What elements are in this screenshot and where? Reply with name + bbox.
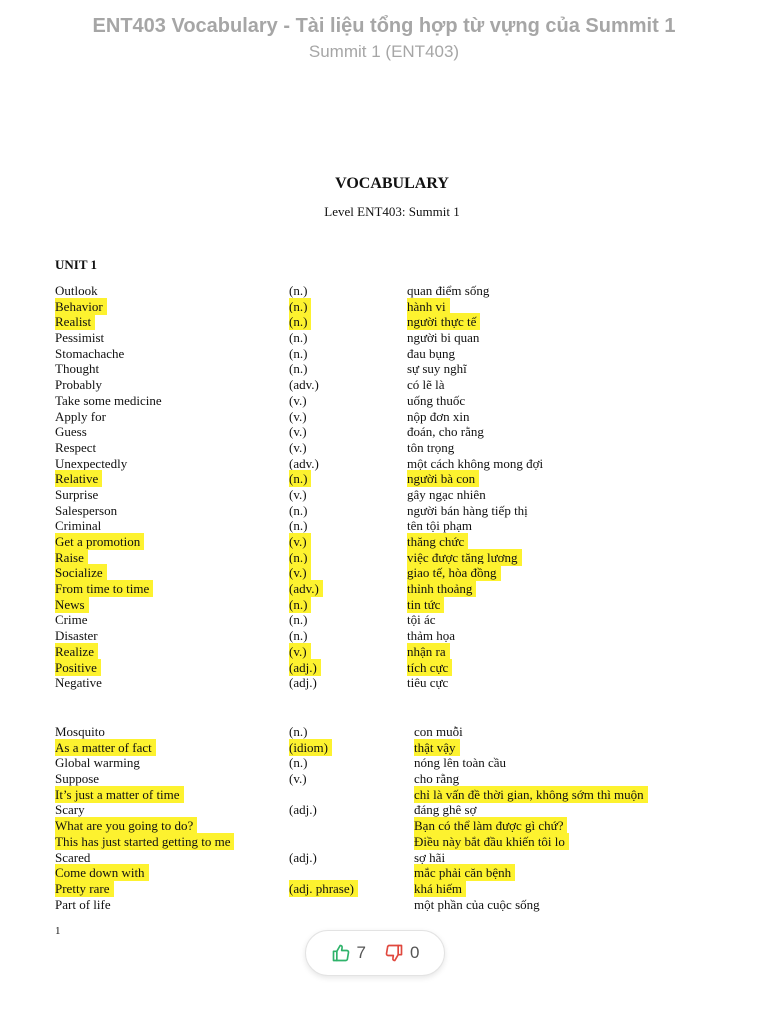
vocab-word: As a matter of fact (55, 739, 156, 756)
vocab-word: Thought (55, 361, 100, 377)
vocab-word-cell (55, 834, 234, 849)
vocab-word-cell (55, 644, 98, 659)
vocab-word: Suppose (55, 771, 100, 787)
vocab-word: Get a promotion (55, 533, 144, 550)
vocab-meaning-cell (414, 771, 459, 786)
vocab-meaning: một cách không mong đợi (407, 455, 544, 471)
vocab-pos: (n.) (289, 470, 311, 487)
unit-heading: UNIT 1 (55, 257, 98, 272)
vocab-pos-cell (289, 597, 311, 612)
vocab-meaning: một phần của cuộc sống (414, 896, 540, 912)
vocab-meaning-cell (414, 834, 569, 849)
vocab-pos-cell (289, 330, 307, 345)
vocab-meaning-cell (407, 393, 465, 408)
vocab-meaning: tôn trọng (407, 439, 455, 455)
vocab-pos: (adj.) (289, 849, 317, 865)
vocab-word: Realize (55, 643, 98, 660)
vocab-pos-cell (289, 409, 307, 424)
vocab-word-cell (55, 377, 102, 392)
vocab-word-cell (55, 299, 107, 314)
vocab-word: Positive (55, 659, 101, 676)
thumbs-up-icon (331, 943, 351, 963)
vocab-row (0, 550, 768, 566)
vocab-row (0, 612, 768, 628)
like-count: 7 (356, 943, 366, 962)
vocab-meaning: nóng lên toàn cầu (414, 755, 507, 771)
vocab-meaning: tiêu cực (407, 675, 449, 691)
vocab-word: Unexpectedly (55, 455, 128, 471)
vocab-row (0, 834, 768, 850)
vocab-row (0, 740, 768, 756)
vocab-pos: (adj.) (289, 659, 321, 676)
vocab-meaning-cell (414, 818, 567, 833)
vocab-pos: (n.) (289, 345, 308, 361)
vocab-meaning-cell (414, 755, 506, 770)
vocab-meaning-cell (407, 565, 501, 580)
vocab-meaning-cell (407, 487, 486, 502)
vocab-pos-cell (289, 740, 332, 755)
vocab-word-cell (55, 565, 107, 580)
vocab-word-cell (55, 534, 144, 549)
vocab-word: It’s just a matter of time (55, 786, 184, 803)
vocab-row (0, 724, 768, 740)
vocab-pos-cell (289, 755, 307, 770)
vocab-meaning-cell (407, 471, 479, 486)
page-level: Level ENT403: Summit 1 (324, 204, 460, 219)
vocab-row (0, 818, 768, 834)
vocab-word-cell (55, 314, 95, 329)
vocab-word-cell (55, 724, 105, 739)
vocab-meaning: đoán, cho rằng (407, 424, 484, 440)
vocab-word: Respect (55, 439, 97, 455)
vocab-pos: (adj.) (289, 802, 317, 818)
vocab-meaning: nộp đơn xin (407, 408, 470, 424)
vocab-row (0, 518, 768, 534)
vocab-meaning: đáng ghê sợ (414, 802, 477, 818)
vocab-meaning-cell (407, 518, 472, 533)
vocab-word: Pretty rare (55, 880, 114, 897)
vocab-pos: (n.) (289, 283, 308, 298)
vocab-meaning-cell (407, 456, 543, 471)
vocab-pos: (n.) (289, 313, 311, 330)
vocab-row (0, 409, 768, 425)
vocab-word-cell (55, 740, 156, 755)
vocab-pos-cell (289, 612, 307, 627)
vocab-meaning: thăng chức (407, 533, 468, 550)
vocab-pos: (n.) (289, 502, 308, 518)
vocab-row (0, 299, 768, 315)
vocab-meaning: uống thuốc (407, 392, 466, 408)
vocab-word-cell (55, 283, 98, 298)
vocab-word-cell (55, 581, 153, 596)
vocab-word-cell (55, 330, 104, 345)
vocab-meaning-cell (414, 787, 648, 802)
vocab-word: Part of life (55, 896, 111, 912)
vocab-meaning-cell (407, 612, 436, 627)
vocab-pos-cell (289, 534, 311, 549)
vocab-meaning-cell (407, 361, 467, 376)
vocab-word-cell (55, 518, 101, 533)
vocab-word-cell (55, 393, 162, 408)
vocab-row (0, 424, 768, 440)
dislike-button[interactable] (384, 943, 419, 963)
vocab-row (0, 314, 768, 330)
vocab-row (0, 897, 768, 913)
vocab-row (0, 881, 768, 897)
vocab-meaning-cell (407, 283, 489, 298)
vocab-word-cell (55, 865, 149, 880)
vocab-pos: (v.) (289, 439, 307, 455)
vocab-meaning-cell (407, 424, 484, 439)
vocab-pos-cell (289, 660, 321, 675)
vocab-word: Salesperson (55, 502, 118, 518)
vocab-meaning-cell (407, 597, 444, 612)
vocab-word-cell (55, 440, 96, 455)
page-number: 1 (55, 925, 61, 937)
vocab-meaning-cell (407, 660, 452, 675)
vocab-word: Behavior (55, 298, 107, 315)
vocab-word-cell (55, 771, 99, 786)
vocab-pos: (v.) (289, 424, 307, 440)
vocab-row (0, 503, 768, 519)
vocab-meaning-cell (407, 550, 522, 565)
vocab-word: Raise (55, 549, 88, 566)
vocab-meaning: người bi quan (407, 330, 480, 346)
vocab-meaning-cell (407, 409, 470, 424)
vocab-word-cell (55, 503, 117, 518)
vocab-word-cell (55, 818, 197, 833)
vocab-row (0, 534, 768, 550)
vocab-pos: (v.) (289, 486, 307, 502)
vocab-pos-cell (289, 881, 358, 896)
vocab-word-cell (55, 881, 114, 896)
vocab-word: Stomachache (55, 345, 125, 361)
vocab-meaning-cell (407, 440, 454, 455)
vocab-meaning: tích cực (407, 659, 452, 676)
vocab-row (0, 755, 768, 771)
vocab-pos-cell (289, 565, 311, 580)
vocab-word-cell (55, 361, 99, 376)
vocab-meaning: giao tế, hòa đồng (407, 564, 501, 581)
dislike-count: 0 (410, 943, 420, 962)
vocab-meaning: tội ác (407, 612, 436, 628)
vocab-row (0, 771, 768, 787)
vocab-row (0, 565, 768, 581)
vocab-pos: (n.) (289, 361, 308, 377)
vocab-meaning-cell (407, 299, 450, 314)
vocab-pos: (adv.) (289, 455, 319, 471)
vocab-word-cell (55, 675, 102, 690)
vocab-word: Surprise (55, 486, 99, 502)
vocab-row (0, 361, 768, 377)
vocab-word: This has just started getting to me (55, 833, 234, 850)
like-button[interactable] (331, 943, 366, 963)
vocab-meaning: cho rằng (414, 771, 460, 787)
vocab-row (0, 581, 768, 597)
vocab-row (0, 346, 768, 362)
vocab-pos: (v.) (289, 392, 307, 408)
vocab-row (0, 865, 768, 881)
vocab-row (0, 802, 768, 818)
vocab-word: News (55, 596, 89, 613)
vocab-meaning: nhận ra (407, 643, 450, 660)
vocab-meaning-cell (407, 644, 450, 659)
vocab-row (0, 787, 768, 803)
vocab-pos-cell (289, 314, 311, 329)
vocab-meaning: chỉ là vấn đề thời gian, không sớm thì muộn (414, 786, 648, 803)
vocab-pos: (v.) (289, 408, 307, 424)
vocab-word-cell (55, 409, 106, 424)
vocab-meaning-cell (407, 581, 476, 596)
vocab-meaning: đau bụng (407, 345, 456, 361)
vocab-row (0, 487, 768, 503)
vocab-meaning: có lẽ là (407, 377, 445, 393)
vocab-meaning: thật vậy (414, 739, 460, 756)
vocab-pos: (adj.) (289, 675, 317, 691)
vocab-pos-cell (289, 675, 317, 690)
vocab-row (0, 628, 768, 644)
vocab-meaning-cell (414, 850, 445, 865)
vocab-meaning: Bạn có thể làm được gì chứ? (414, 817, 567, 834)
vocab-word-cell (55, 787, 184, 802)
vocab-meaning: Điều này bắt đầu khiến tôi lo (414, 833, 569, 850)
vocab-word-cell (55, 487, 98, 502)
vocab-meaning-cell (407, 628, 455, 643)
vocab-table-2 (0, 724, 768, 912)
vocab-pos: (n.) (289, 518, 308, 534)
vocab-pos-cell (289, 299, 311, 314)
vocab-pos: (n.) (289, 298, 311, 315)
vocab-pos: (n.) (289, 330, 308, 346)
vocab-meaning: sợ hãi (414, 849, 446, 865)
vocab-pos-cell (289, 424, 307, 439)
vocab-pos-cell (289, 581, 323, 596)
vocab-meaning-cell (407, 377, 445, 392)
vocab-meaning: sự suy nghĩ (407, 361, 467, 377)
vocab-meaning-cell (407, 675, 448, 690)
vocab-word: Negative (55, 675, 102, 691)
vocab-row (0, 377, 768, 393)
vocab-meaning-cell (407, 534, 468, 549)
vocab-meaning: thỉnh thoảng (407, 580, 476, 597)
vocab-pos: (v.) (289, 564, 311, 581)
vocab-pos: (v.) (289, 771, 307, 787)
vocab-meaning-cell (407, 503, 528, 518)
vocab-meaning: thảm họa (407, 628, 456, 644)
document-title: ENT403 Vocabulary - Tài liệu tổng hợp từ vựng của Summit 1 (92, 15, 676, 37)
vocab-pos-cell (289, 361, 307, 376)
vocab-word: Mosquito (55, 724, 105, 739)
document-header (0, 12, 768, 64)
vocab-pos: (idiom) (289, 739, 332, 756)
vocab-meaning: khá hiếm (414, 880, 466, 897)
vocab-meaning: quan điểm sống (407, 283, 490, 298)
vocab-pos-cell (289, 377, 319, 392)
vocab-row (0, 456, 768, 472)
vocab-meaning: hành vi (407, 298, 450, 315)
vocab-row (0, 644, 768, 660)
vocab-row (0, 850, 768, 866)
vocab-pos-cell (289, 393, 307, 408)
vocab-meaning: người bà con (407, 470, 479, 487)
vocab-word: Come down with (55, 864, 149, 881)
vocab-pos: (v.) (289, 643, 311, 660)
vocab-row (0, 440, 768, 456)
vocab-word-cell (55, 424, 87, 439)
vocab-word: Relative (55, 470, 102, 487)
vocab-pos: (n.) (289, 755, 308, 771)
vocab-row (0, 597, 768, 613)
vocab-row (0, 471, 768, 487)
vocab-word: Criminal (55, 518, 102, 534)
vocab-pos: (n.) (289, 628, 308, 644)
vocab-row (0, 660, 768, 676)
vocab-meaning-cell (414, 740, 460, 755)
vocab-word-cell (55, 346, 124, 361)
vocab-row (0, 283, 768, 299)
vocab-pos-cell (289, 440, 307, 455)
vocab-word-cell (55, 456, 127, 471)
vocab-word-cell (55, 897, 111, 912)
vocab-row (0, 393, 768, 409)
vocab-word: Apply for (55, 408, 106, 424)
vocab-word-cell (55, 597, 89, 612)
vocab-word: Outlook (55, 283, 98, 298)
vocab-pos-cell (289, 471, 311, 486)
vocab-pos-cell (289, 518, 307, 533)
vocab-meaning-cell (414, 802, 476, 817)
vocab-word: Global warming (55, 755, 140, 771)
vocab-word: Scary (55, 802, 85, 818)
vocab-word: From time to time (55, 580, 153, 597)
vocab-pos: (adv.) (289, 377, 319, 393)
vocab-meaning-cell (407, 330, 479, 345)
vocab-word-cell (55, 628, 98, 643)
vocab-pos-cell (289, 802, 317, 817)
vocab-word: Pessimist (55, 330, 105, 346)
vocab-meaning: người thực tế (407, 313, 480, 330)
vocab-word: Crime (55, 612, 88, 628)
vocab-word: Scared (55, 849, 91, 865)
vocab-word: Guess (55, 424, 87, 440)
vocab-word: Take some medicine (55, 392, 162, 408)
vocab-pos-cell (289, 283, 307, 298)
vocab-meaning: tên tội phạm (407, 518, 472, 534)
thumbs-down-icon (384, 943, 404, 963)
vocab-pos: (v.) (289, 533, 311, 550)
vocab-pos: (n.) (289, 596, 311, 613)
vocab-meaning-cell (414, 881, 466, 896)
vocab-pos-cell (289, 503, 307, 518)
vocab-pos: (adj. phrase) (289, 880, 358, 897)
vocab-pos-cell (289, 724, 307, 739)
vocab-pos: (n.) (289, 549, 311, 566)
vocab-table-1 (0, 283, 768, 691)
vocab-meaning-cell (407, 314, 480, 329)
vocab-pos-cell (289, 771, 307, 786)
vocab-meaning-cell (414, 897, 540, 912)
vocab-meaning-cell (414, 724, 463, 739)
vocab-pos-cell (289, 487, 307, 502)
vocab-pos-cell (289, 628, 307, 643)
vocab-meaning: tin tức (407, 596, 444, 613)
vocab-pos-cell (289, 456, 319, 471)
vocab-word: Probably (55, 377, 102, 393)
vocab-row (0, 675, 768, 691)
vocab-meaning: con muỗi (414, 724, 463, 739)
document-subtitle: Summit 1 (ENT403) (308, 42, 460, 61)
vocab-pos: (n.) (289, 724, 308, 739)
vocab-word-cell (55, 850, 90, 865)
vocab-word-cell (55, 802, 85, 817)
vocab-pos-cell (289, 644, 311, 659)
vocab-word-cell (55, 471, 102, 486)
vocab-meaning: mắc phải căn bệnh (414, 864, 515, 881)
vocab-word: Realist (55, 313, 95, 330)
vote-bar (305, 930, 445, 976)
vocab-meaning-cell (407, 346, 455, 361)
vocab-word: Disaster (55, 628, 98, 644)
vocab-word: Socialize (55, 564, 107, 581)
vocab-meaning: gây ngạc nhiên (407, 486, 486, 502)
vocab-meaning-cell (414, 865, 515, 880)
vocab-word-cell (55, 550, 88, 565)
vocab-word: What are you going to do? (55, 817, 197, 834)
vocab-pos: (adv.) (289, 580, 323, 597)
vocab-meaning: người bán hàng tiếp thị (407, 502, 528, 518)
vocab-row (0, 330, 768, 346)
vocab-pos-cell (289, 346, 307, 361)
vocab-word-cell (55, 612, 88, 627)
page-title: VOCABULARY (335, 175, 449, 192)
vocab-pos: (n.) (289, 612, 308, 628)
vocab-meaning: việc được tăng lương (407, 549, 522, 566)
vocab-word-cell (55, 755, 140, 770)
vocab-word-cell (55, 660, 101, 675)
vocab-pos-cell (289, 850, 317, 865)
vocab-pos-cell (289, 550, 311, 565)
